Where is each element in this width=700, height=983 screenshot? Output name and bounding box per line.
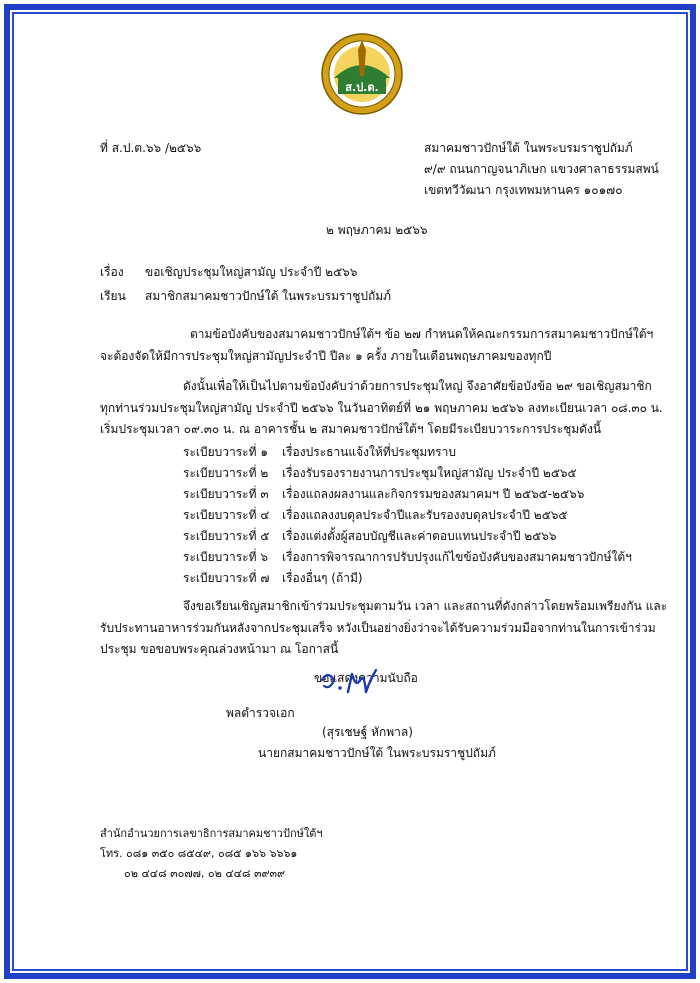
- footer-phone-2: ๐๒ ๔๔๘ ๓๐๗๗, ๐๒ ๔๔๘ ๓๙๓๙: [124, 867, 286, 880]
- footer-office: สำนักอำนวยการเลขาธิการสมาคมชาวปักษ์ใต้ฯ: [100, 827, 323, 840]
- paragraph-2-line-1: ดังนั้นเพื่อให้เป็นไปตามข้อบังคับว่าด้วยการประชุมใหญ่ จึงอาศัยข้อบังข้อ ๒๙ ขอเชิญสมาชิก: [183, 379, 652, 393]
- sender-district: เขตทวีวัฒนา กรุงเทพมหานคร ๑๐๑๗๐: [424, 183, 623, 197]
- agenda-item-label: ระเบียบวาระที่ ๒: [183, 466, 269, 480]
- subject-label: เรื่อง: [100, 265, 124, 279]
- agenda-item-text: เรื่องการพิจารณาการปรับปรุงแก้ไขข้อบังคับของสมาคมชาวปักษ์ใต้ฯ: [282, 550, 632, 564]
- sender-address: ๙/๙ ถนนกาญจนาภิเษก แขวงศาลาธรรมสพน์: [424, 162, 659, 176]
- paragraph-3-line-3: ประชุม ขอขอบพระคุณล่วงหน้ามา ณ โอกาสนี้: [100, 642, 339, 656]
- sender-name: สมาคมชาวปักษ์ใต้ ในพระบรมราชูปถัมภ์: [424, 141, 633, 155]
- paragraph-3-line-2: รับประทานอาหารร่วมกันหลังจากประชุมเสร็จ หวังเป็นอย่างยิ่งว่าจะได้รับความร่วมมือจากท่านในการเข้าร่วม: [100, 621, 656, 635]
- letter-date: ๒ พฤษภาคม ๒๕๖๖: [326, 223, 428, 237]
- closing-phrase: ขอแสดงความนับถือ: [314, 671, 418, 685]
- paragraph-1-line-1: ตามข้อบังคับของสมาคมชาวปักษ์ใต้ฯ ข้อ ๒๗ กำหนดให้คณะกรรมการสมาคมชาวปักษ์ใต้ฯ: [190, 327, 654, 341]
- subject-text: ขอเชิญประชุมใหญ่สามัญ ประจำปี ๒๕๖๖: [145, 265, 358, 279]
- recipient-text: สมาชิกสมาคมชาวปักษ์ใต้ ในพระบรมราชูปถัมภ์: [145, 289, 392, 303]
- paragraph-1-line-2: จะต้องจัดให้มีการประชุมใหญ่สามัญประจำปี ปีละ ๑ ครั้ง ภายในเดือนพฤษภาคมของทุกปี: [100, 349, 552, 363]
- signer-position: นายกสมาคมชาวปักษ์ใต้ ในพระบรมราชูปถัมภ์: [258, 746, 496, 760]
- paragraph-3-line-1: จึงขอเรียนเชิญสมาชิกเข้าร่วมประชุมตามวัน เวลา และสถานที่ดังกล่าวโดยพร้อมเพรียงกัน และ: [183, 599, 668, 613]
- logo-text: ส.ป.ต.: [345, 81, 379, 94]
- agenda-item-text: เรื่องประธานแจ้งให้ที่ประชุมทราบ: [282, 445, 456, 459]
- agenda-item-text: เรื่องอื่นๆ (ถ้ามี): [282, 571, 363, 585]
- agenda-item-label: ระเบียบวาระที่ ๔: [183, 508, 270, 522]
- paragraph-2-line-3: เริ่มประชุมเวลา ๐๙.๓๐ น. ณ อาคารชั้น ๒ สมาคมชาวปักษ์ใต้ฯ โดยมีระเบียบวาระการประชุมดังนี้: [100, 422, 602, 436]
- paragraph-2-line-2: ทุกท่านร่วมประชุมใหญ่สามัญ ประจำปี ๒๕๖๖ ในวันอาทิตย์ที่ ๒๑ พฤษภาคม ๒๕๖๖ ลงทะเบียนเวลา ๐๘.๓๐ น.: [100, 401, 663, 415]
- agenda-item-text: เรื่องแถลงงบดุลประจำปีและรับรองงบดุลประจำปี ๒๕๖๕: [282, 508, 568, 522]
- agenda-item-label: ระเบียบวาระที่ ๑: [183, 445, 268, 459]
- agenda-item-text: เรื่องแถลงผลงานและกิจกรรมของสมาคมฯ ปี ๒๕๖๕-๒๕๖๖: [282, 487, 585, 501]
- handwritten-signature: [318, 666, 388, 702]
- agenda-item-label: ระเบียบวาระที่ ๓: [183, 487, 269, 501]
- agenda-item-label: ระเบียบวาระที่ ๕: [183, 529, 270, 543]
- reference-number: ที่ ส.ป.ต.๖๖ /๒๕๖๖: [100, 141, 202, 155]
- footer-phone-1: โทร. ๐๘๑ ๓๕๐ ๘๕๔๙, ๐๘๕ ๑๖๖ ๖๖๖๑: [100, 847, 298, 860]
- agenda-item-label: ระเบียบวาระที่ ๗: [183, 571, 270, 585]
- recipient-label: เรียน: [100, 289, 126, 303]
- agenda-item-text: เรื่องรับรองรายงานการประชุมใหญ่สามัญ ประจำปี ๒๕๖๕: [282, 466, 577, 480]
- association-logo: [320, 32, 404, 116]
- signer-rank: พลตำรวจเอก: [226, 706, 295, 720]
- agenda-item-label: ระเบียบวาระที่ ๖: [183, 550, 268, 564]
- signer-name: (สุรเชษฐ์ หักพาล): [322, 725, 413, 739]
- agenda-item-text: เรื่องแต่งตั้งผู้สอบบัญชีและค่าตอบแทนประจำปี ๒๕๖๖: [282, 529, 557, 543]
